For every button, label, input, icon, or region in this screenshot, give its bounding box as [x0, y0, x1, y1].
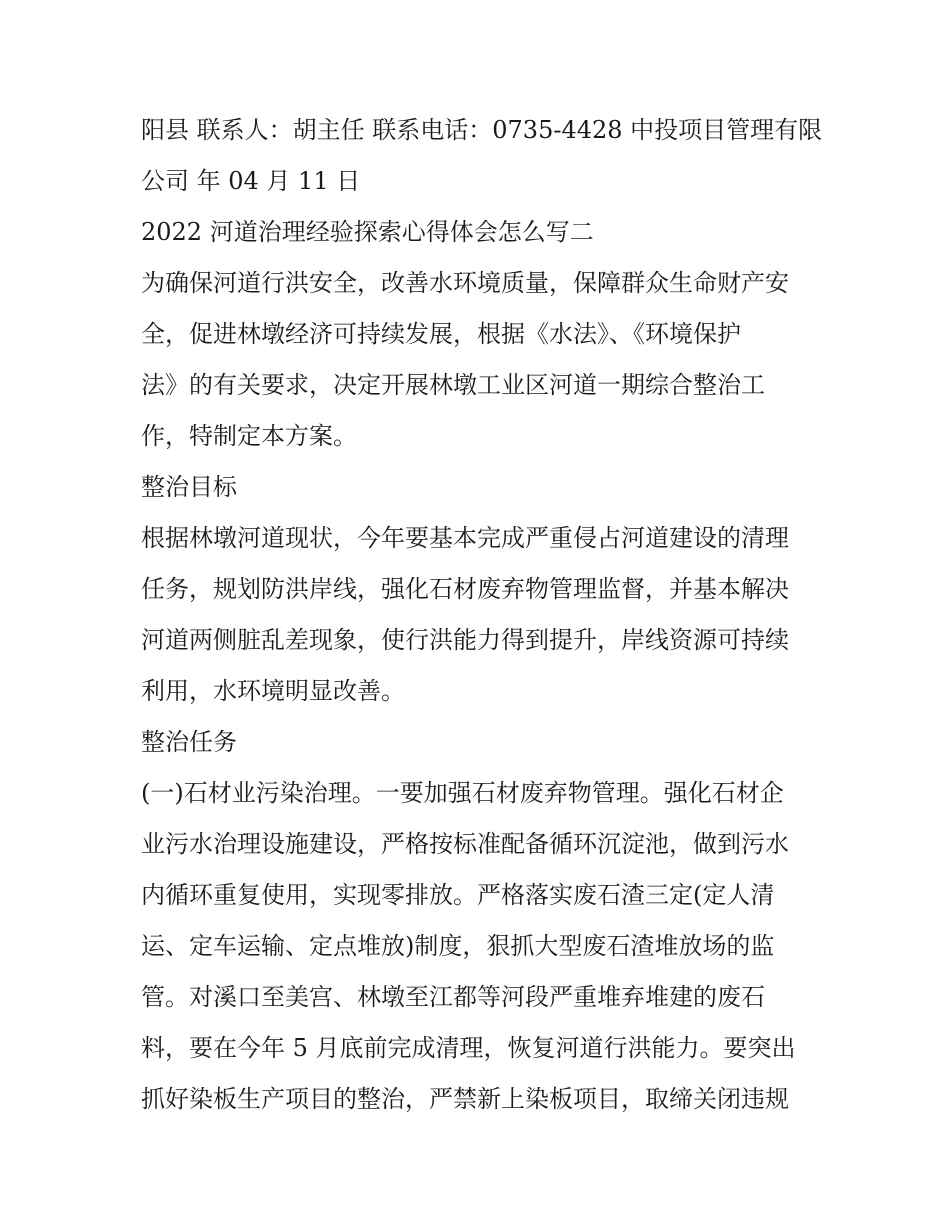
text-line: 任务，规划防洪岸线，强化石材废弃物管理监督，并基本解决	[141, 575, 789, 603]
text-line: 根据林墩河道现状，今年要基本完成严重侵占河道建设的清理	[141, 524, 789, 552]
text-line: 河道两侧脏乱差现象，使行洪能力得到提升，岸线资源可持续	[141, 626, 789, 654]
text-line: 全，促进林墩经济可持续发展，根据《水法》、《环境保护	[141, 320, 741, 348]
section-heading: 整治任务	[141, 728, 237, 756]
text-line: 作，特制定本方案。	[141, 422, 357, 450]
text-line: 内循环重复使用，实现零排放。严格落实废石渣三定(定人清	[141, 881, 775, 909]
text-line: 为确保河道行洪安全，改善水环境质量，保障群众生命财产安	[141, 269, 789, 297]
text-line: 法》的有关要求，决定开展林墩工业区河道一期综合整治工	[141, 371, 765, 399]
section-heading: 2022 河道治理经验探索心得体会怎么写二	[141, 218, 594, 246]
text-line: 料，要在今年 5 月底前完成清理，恢复河道行洪能力。要突出	[141, 1034, 796, 1062]
text-line: 抓好染板生产项目的整治，严禁新上染板项目，取缔关闭违规	[141, 1085, 789, 1113]
text-line: (一)石材业污染治理。一要加强石材废弃物管理。强化石材企	[141, 779, 784, 807]
section-heading: 整治目标	[141, 473, 237, 501]
text-line: 管。对溪口至美宫、林墩至江都等河段严重堆弃堆建的废石	[141, 983, 765, 1011]
text-line: 阳县 联系人：胡主任 联系电话：0735-4428 中投项目管理有限	[141, 116, 823, 144]
text-line: 利用，水环境明显改善。	[141, 677, 405, 705]
document-page	[141, 108, 821, 1128]
text-line: 业污水治理设施建设，严格按标准配备循环沉淀池，做到污水	[141, 830, 789, 858]
text-line: 运、定车运输、定点堆放)制度，狠抓大型废石渣堆放场的监	[141, 932, 775, 960]
text-line: 公司 年 04 月 11 日	[141, 167, 361, 195]
